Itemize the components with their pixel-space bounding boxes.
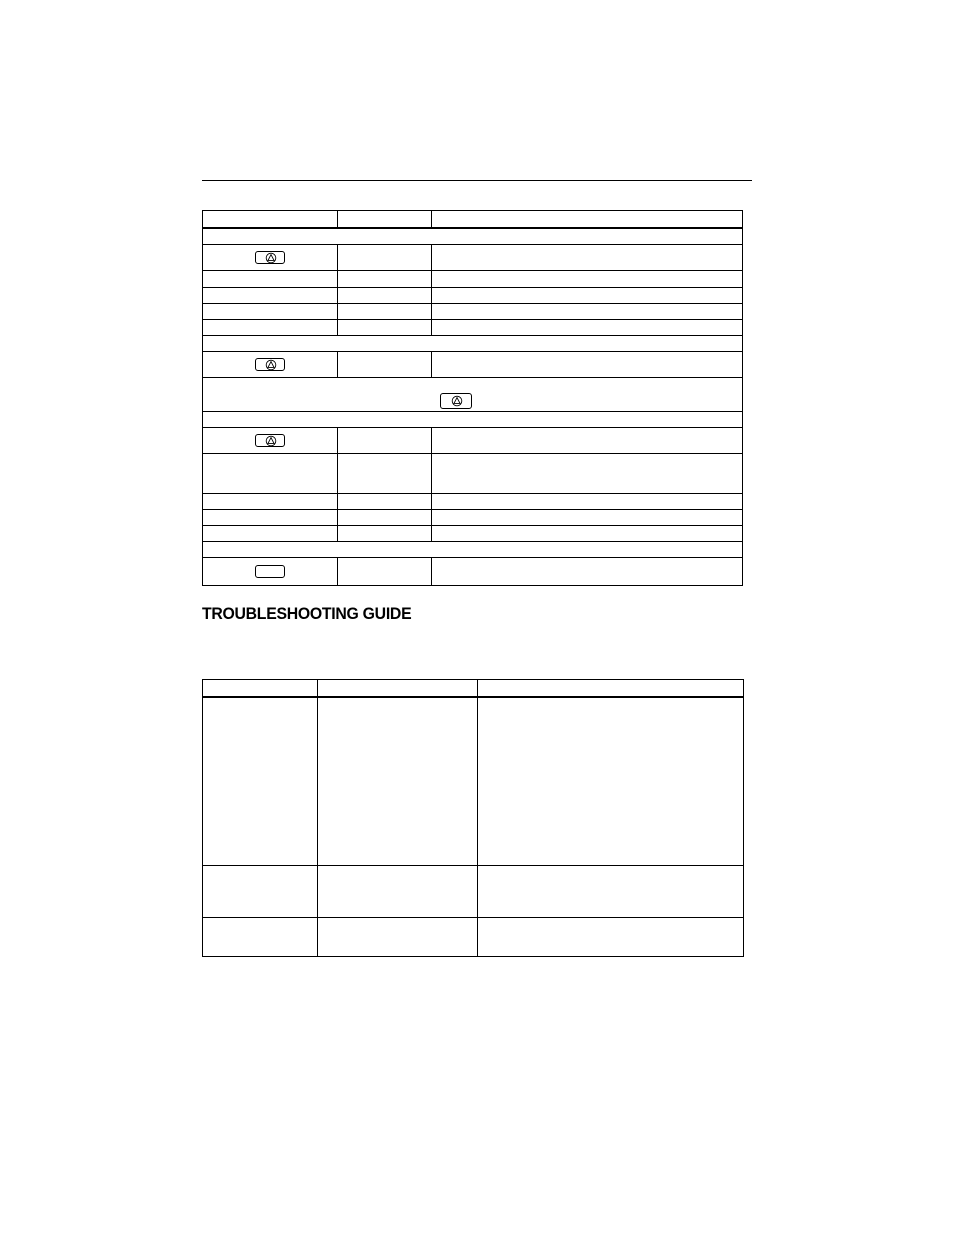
table-cell [203, 918, 318, 957]
section-cell [203, 228, 743, 245]
table-cell [432, 558, 743, 586]
table-header-row [203, 680, 744, 697]
key-cell [203, 245, 338, 271]
table-cell [203, 510, 338, 526]
table-cell [338, 526, 432, 542]
table-cell [432, 454, 743, 494]
table-cell [318, 918, 478, 957]
table-cell [203, 320, 338, 336]
note-key-icon-wrapper [440, 393, 472, 409]
table-row [203, 510, 743, 526]
table-cell [478, 918, 744, 957]
table-cell [203, 454, 338, 494]
table-row [203, 918, 744, 957]
header-cell [338, 211, 432, 228]
table-cell [432, 304, 743, 320]
blank-key-icon [255, 565, 285, 578]
table-cell [432, 320, 743, 336]
table-cell [432, 288, 743, 304]
table-cell [432, 494, 743, 510]
table-cell [203, 271, 338, 288]
table-row [203, 428, 743, 454]
section-row [203, 412, 743, 428]
table-cell [203, 304, 338, 320]
table-row [203, 271, 743, 288]
section-row [203, 228, 743, 245]
table-cell [338, 510, 432, 526]
header-rule [202, 180, 752, 181]
table-cell [338, 454, 432, 494]
section-cell [203, 336, 743, 352]
table-header-row [203, 211, 743, 228]
table-cell [338, 494, 432, 510]
table-row [203, 558, 743, 586]
triangle-key-icon [255, 358, 285, 371]
key-cell [203, 428, 338, 454]
table-cell [203, 526, 338, 542]
table-cell [338, 320, 432, 336]
table-cell [338, 428, 432, 454]
table-cell [338, 288, 432, 304]
table-row [203, 454, 743, 494]
table-row [203, 288, 743, 304]
table-cell [338, 245, 432, 271]
table-row [203, 245, 743, 271]
note-cell [203, 378, 743, 412]
table-cell [432, 428, 743, 454]
key-cell [203, 352, 338, 378]
table-cell [318, 697, 478, 866]
table-cell [432, 271, 743, 288]
troubleshooting-table [202, 679, 744, 957]
note-row [203, 378, 743, 412]
header-cell [478, 680, 744, 697]
triangle-key-icon [255, 251, 285, 264]
table-cell [478, 866, 744, 918]
triangle-key-icon [440, 393, 472, 409]
table-cell [203, 288, 338, 304]
key-function-table [202, 210, 743, 586]
table-row [203, 697, 744, 866]
table-row [203, 304, 743, 320]
table-cell [203, 866, 318, 918]
table-row [203, 320, 743, 336]
header-cell [203, 680, 318, 697]
table-cell [338, 304, 432, 320]
table-cell [432, 510, 743, 526]
table-cell [338, 352, 432, 378]
table-cell [318, 866, 478, 918]
table-row [203, 526, 743, 542]
section-cell [203, 412, 743, 428]
table-cell [203, 697, 318, 866]
header-cell [203, 211, 338, 228]
header-cell [432, 211, 743, 228]
table-cell [338, 558, 432, 586]
section-heading: TROUBLESHOOTING GUIDE [202, 604, 412, 623]
table-cell [478, 697, 744, 866]
header-cell [318, 680, 478, 697]
triangle-key-icon [255, 434, 285, 447]
table-cell [203, 494, 338, 510]
section-row [203, 336, 743, 352]
table-cell [432, 245, 743, 271]
key-cell [203, 558, 338, 586]
section-cell [203, 542, 743, 558]
table-row [203, 494, 743, 510]
table-row [203, 352, 743, 378]
table-cell [338, 271, 432, 288]
table-cell [432, 526, 743, 542]
section-row [203, 542, 743, 558]
table-cell [432, 352, 743, 378]
table-row [203, 866, 744, 918]
